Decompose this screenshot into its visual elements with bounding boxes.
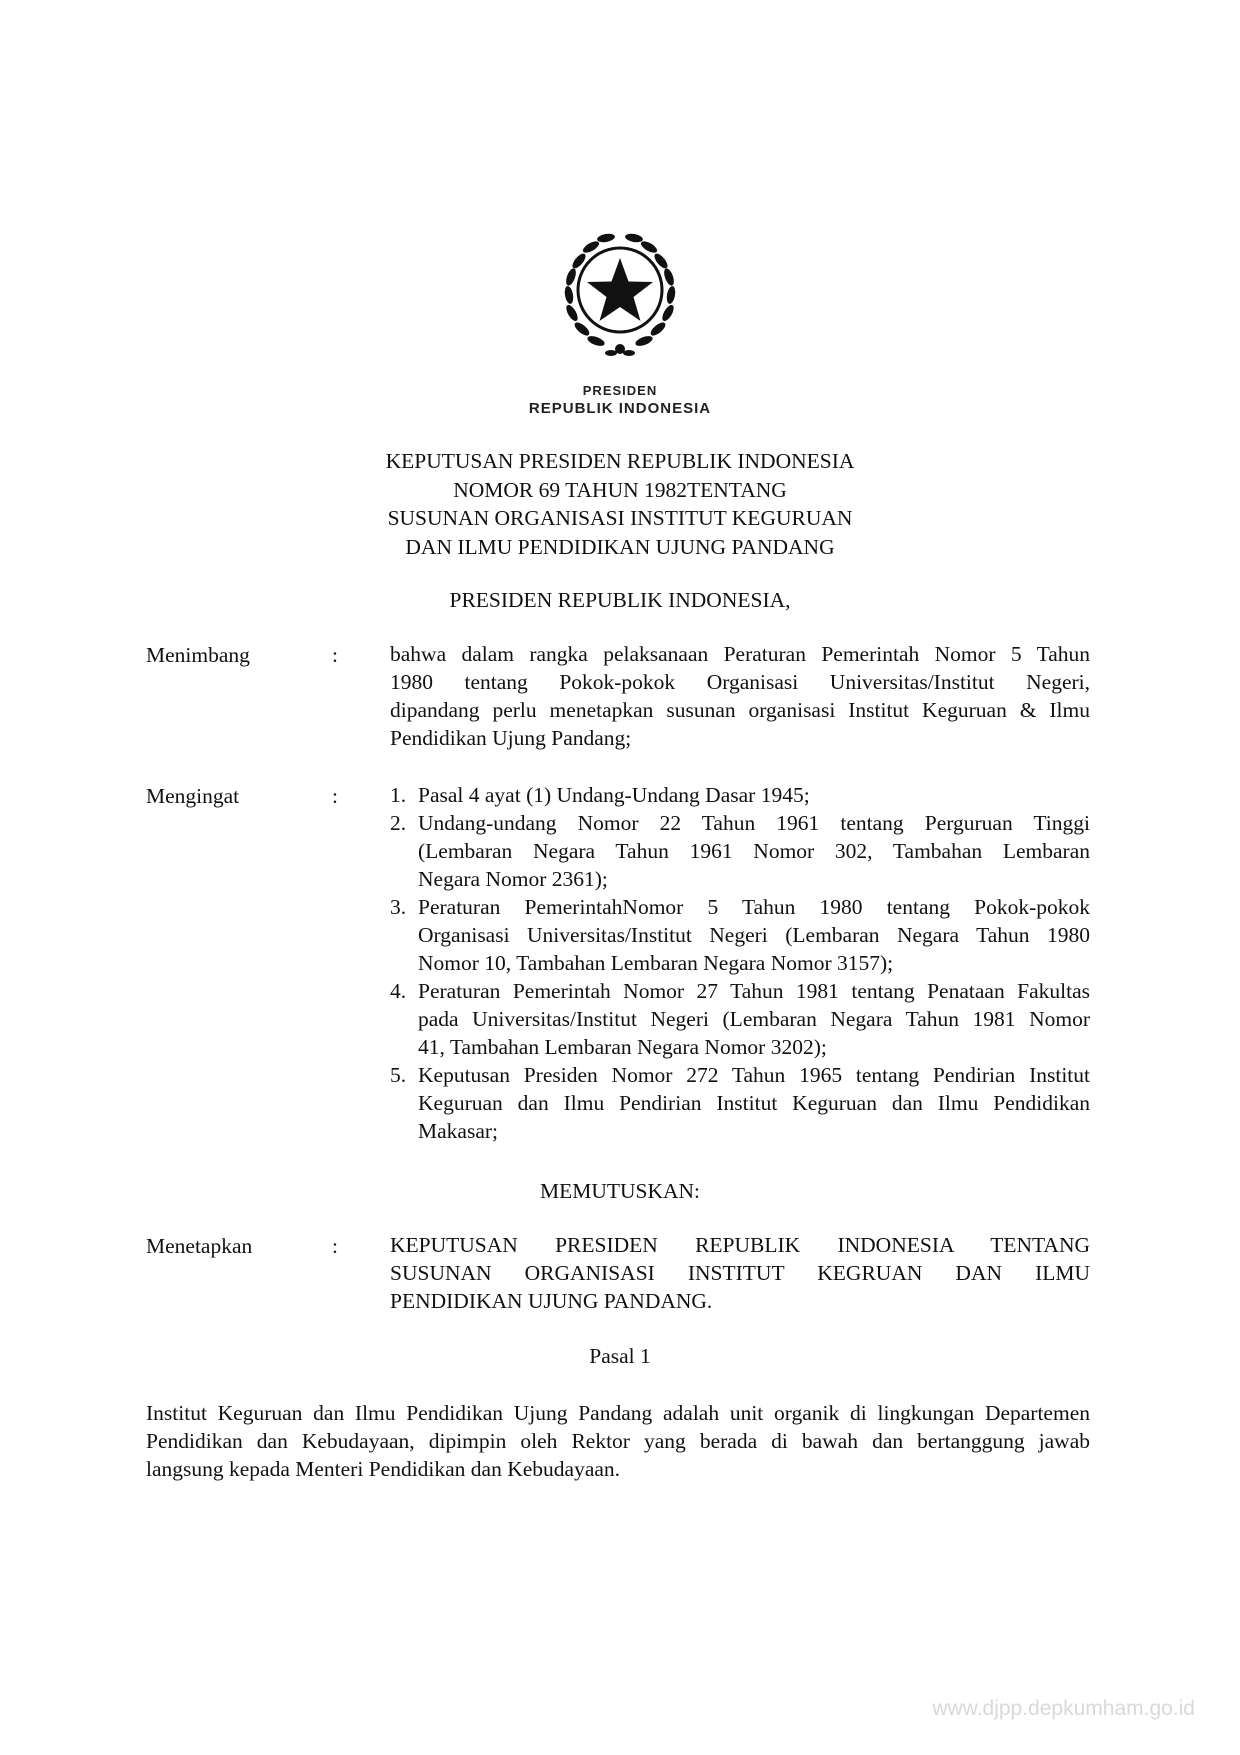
item-number: 5. (390, 1063, 407, 1087)
item-line: Pasal 4 ayat (1) Undang-Undang Dasar 1945; (418, 783, 810, 807)
menetapkan-label: Menetapkan (146, 1234, 253, 1258)
menimbang-colon: : (332, 643, 338, 667)
item-number: 3. (390, 895, 407, 919)
menetapkan-line: SUSUNAN ORGANISASI INSTITUT KEGRUAN DAN ILMU (390, 1261, 1090, 1285)
menimbang-body (390, 640, 1090, 752)
item-line: pada Universitas/Institut Negeri (Lembaran Negara Tahun 1981 Nomor (418, 1007, 1090, 1031)
item-line: (Lembaran Negara Tahun 1961 Nomor 302, Tambahan Lembaran (418, 839, 1090, 863)
pasal-1-line: langsung kepada Menteri Pendidikan dan Kebudayaan. (146, 1457, 621, 1481)
item-number: 2. (390, 811, 407, 835)
pasal-1-heading: Pasal 1 (589, 1344, 651, 1368)
pasal-1-body (146, 1399, 1090, 1483)
item-number: 4. (390, 979, 407, 1003)
item-number: 1. (390, 783, 407, 807)
item-line: Undang-undang Nomor 22 Tahun 1961 tentang Perguruan Tinggi (418, 811, 1090, 835)
mengingat-item (390, 809, 1090, 893)
pasal-1-line: Pendidikan dan Kebudayaan, dipimpin oleh Rektor yang berada di bawah dan bertanggung jawab (146, 1429, 1090, 1453)
menetapkan-body (390, 1231, 1090, 1315)
issuer-heading: PRESIDEN REPUBLIK INDONESIA, (449, 588, 791, 612)
institution-line-1: PRESIDEN (582, 383, 658, 398)
mengingat-colon: : (332, 784, 338, 808)
title-line: SUSUNAN ORGANISASI INSTITUT KEGURUAN (387, 506, 853, 530)
star-wreath-emblem-icon (555, 225, 685, 365)
menetapkan-colon: : (332, 1234, 338, 1258)
item-line: Makasar; (418, 1119, 498, 1143)
mengingat-item (390, 1061, 1090, 1145)
document-title (300, 447, 940, 561)
item-line: Negara Nomor 2361); (418, 867, 608, 891)
memutuskan-heading: MEMUTUSKAN: (539, 1179, 701, 1203)
pasal-1-line: Institut Keguruan dan Ilmu Pendidikan Ujung Pandang adalah unit organik di lingkungan Departemen (146, 1401, 1090, 1425)
menimbang-line: Pendidikan Ujung Pandang; (390, 726, 632, 750)
menimbang-label: Menimbang (146, 643, 250, 667)
watermark-url: www.djpp.depkumham.go.id (932, 1697, 1195, 1720)
menetapkan-line: PENDIDIKAN UJUNG PANDANG. (390, 1289, 713, 1313)
item-line: 41, Tambahan Lembaran Negara Nomor 3202); (418, 1035, 827, 1059)
menimbang-line: dipandang perlu menetapkan susunan organisasi Institut Keguruan & Ilmu (390, 698, 1090, 722)
title-line: KEPUTUSAN PRESIDEN REPUBLIK INDONESIA (385, 449, 855, 473)
institution-line-2: REPUBLIK INDONESIA (528, 400, 712, 417)
mengingat-item (390, 977, 1090, 1061)
menetapkan-line: KEPUTUSAN PRESIDEN REPUBLIK INDONESIA TENTANG (390, 1233, 1090, 1257)
mengingat-list (390, 781, 1090, 1145)
item-line: Peraturan PemerintahNomor 5 Tahun 1980 tentang Pokok-pokok (418, 895, 1090, 919)
mengingat-item (390, 893, 1090, 977)
mengingat-item (390, 781, 1090, 809)
item-line: Peraturan Pemerintah Nomor 27 Tahun 1981 tentang Penataan Fakultas (418, 979, 1090, 1003)
menimbang-line: bahwa dalam rangka pelaksanaan Peraturan Pemerintah Nomor 5 Tahun (390, 642, 1090, 666)
title-line: DAN ILMU PENDIDIKAN UJUNG PANDANG (405, 534, 835, 559)
item-line: Organisasi Universitas/Institut Negeri (Lembaran Negara Tahun 1980 (418, 923, 1090, 947)
item-line: Keputusan Presiden Nomor 272 Tahun 1965 tentang Pendirian Institut (418, 1063, 1090, 1087)
mengingat-label: Mengingat (146, 784, 240, 808)
menimbang-line: 1980 tentang Pokok-pokok Organisasi Universitas/Institut Negeri, (390, 670, 1090, 694)
item-line: Nomor 10, Tambahan Lembaran Negara Nomor 3157); (418, 951, 894, 975)
title-line: NOMOR 69 TAHUN 1982TENTANG (453, 477, 787, 502)
item-line: Keguruan dan Ilmu Pendirian Institut Keguruan dan Ilmu Pendidikan (418, 1091, 1090, 1115)
